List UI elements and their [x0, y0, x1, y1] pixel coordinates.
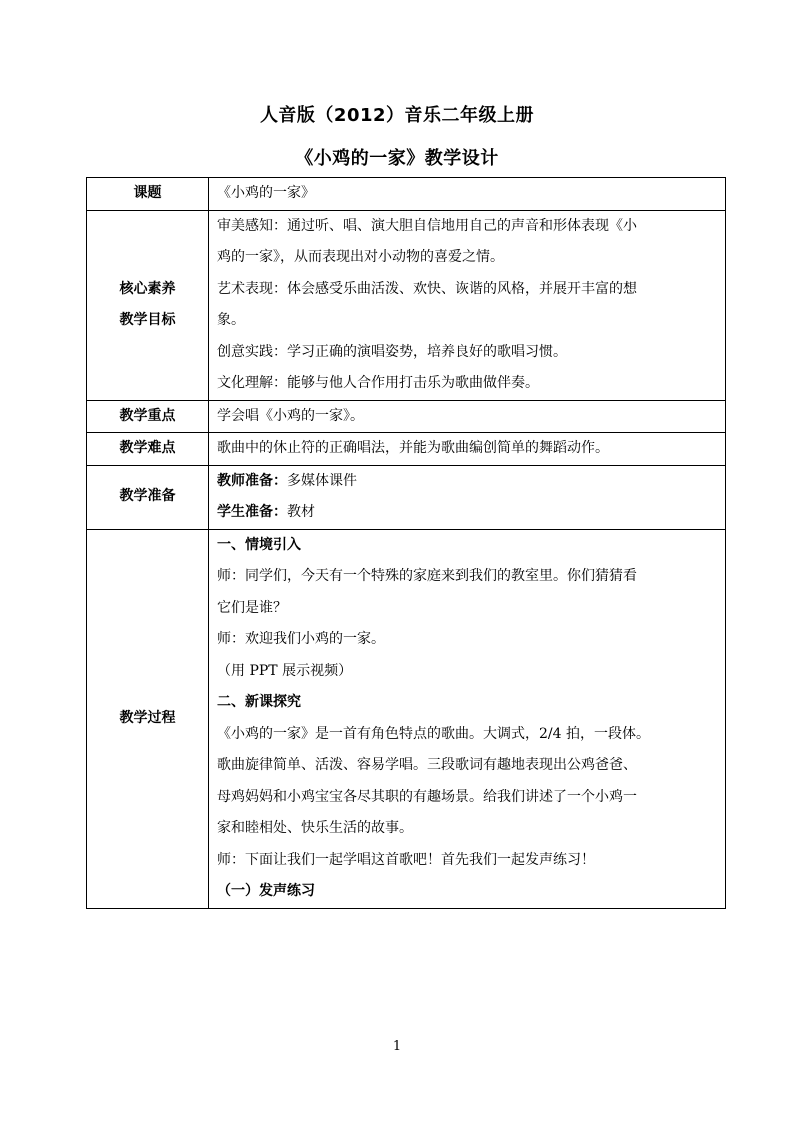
goals-content [209, 210, 726, 400]
difficulty-label: 教学难点 [87, 433, 209, 466]
goal-line: 艺术表现：体会感受乐曲活泼、欢快、诙谐的风格，并展开丰富的想 [217, 280, 637, 297]
page-number: 1 [392, 1039, 402, 1054]
difficulty-value: 歌曲中的休止符的正确唱法，并能为歌曲编创简单的舞蹈动作。 [209, 433, 726, 466]
student-preparation-value: 教材 [287, 504, 315, 520]
process-label: 教学过程 [87, 529, 209, 908]
goals-label [87, 210, 209, 400]
key-point-value: 学会唱《小鸡的一家》。 [209, 400, 726, 433]
subsection-heading: （一）发声练习 [217, 883, 315, 899]
teacher-preparation-label: 教师准备： [217, 472, 287, 489]
table-row-difficulty [87, 433, 726, 466]
process-line: 师：同学们，今天有一个特殊的家庭来到我们的教室里。你们猜猜看 [217, 568, 637, 584]
goal-line: 象。 [217, 312, 245, 328]
table-row-preparation [87, 465, 726, 529]
goals-label-line2: 教学目标 [119, 312, 176, 328]
goal-line: 审美感知：通过听、唱、演大胆自信地用自己的声音和形体表现《小 [217, 217, 637, 234]
process-line: 《小鸡的一家》是一首有角色特点的歌曲。大调式，2/4 拍，一段体。 [217, 725, 650, 742]
table-row-process [87, 529, 726, 908]
lesson-plan-table [86, 177, 726, 909]
goal-line: 文化理解：能够与他人合作用打击乐为歌曲做伴奏。 [217, 375, 539, 391]
table-row-key-point [87, 400, 726, 433]
student-preparation [217, 497, 717, 529]
topic-value: 《小鸡的一家》 [209, 178, 726, 211]
table-row-topic [87, 178, 726, 211]
document-subtitle: 《小鸡的一家》教学设计 [295, 148, 499, 169]
process-line: 母鸡妈妈和小鸡宝宝各尽其职的有趣场景。给我们讲述了一个小鸡一 [217, 788, 637, 805]
goal-line: 鸡的一家》，从而表现出对小动物的喜爱之情。 [217, 249, 504, 265]
table-row-goals [87, 210, 726, 400]
document-title: 人音版（2012）音乐二年级上册 [259, 105, 535, 126]
process-line: 它们是谁？ [217, 599, 287, 616]
student-preparation-label: 学生准备： [217, 504, 287, 520]
teacher-preparation-value: 多媒体课件 [287, 472, 357, 489]
preparation-label: 教学准备 [87, 465, 209, 529]
teacher-preparation [217, 466, 717, 498]
process-line: 歌曲旋律简单、活泼、容易学唱。三段歌词有趣地表现出公鸡爸爸、 [217, 757, 637, 773]
process-line: 家和睦相处、快乐生活的故事。 [217, 820, 413, 836]
preparation-content [209, 465, 726, 529]
goal-line: 创意实践：学习正确的演唱姿势，培养良好的歌唱习惯。 [217, 343, 567, 360]
goals-label-line1: 核心素养 [119, 280, 176, 297]
process-line: 师：下面让我们一起学唱这首歌吧！首先我们一起发声练习！ [217, 851, 595, 868]
process-line: （用 PPT 展示视频） [217, 662, 353, 679]
section2-heading: 二、新课探究 [217, 694, 301, 710]
process-content [209, 529, 726, 908]
key-point-label: 教学重点 [87, 400, 209, 433]
topic-label: 课题 [87, 178, 209, 211]
process-line: 师：欢迎我们小鸡的一家。 [217, 631, 385, 647]
section1-heading: 一、情境引入 [217, 536, 301, 553]
